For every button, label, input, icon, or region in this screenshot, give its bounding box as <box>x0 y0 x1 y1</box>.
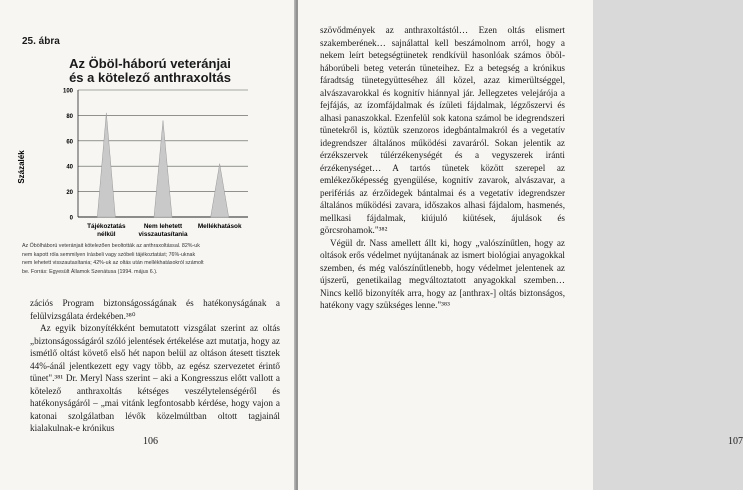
page-number: 107 <box>728 436 743 447</box>
x-category-label: Nem lehetett <box>143 223 183 230</box>
x-category-label: Tájékoztatás <box>87 223 126 230</box>
paragraph: Az egyik bizonyítékként bemutatott vizsgálat szerint az oltás „biztonságosságáról szóló jelentések értékelése azt mutatja, hogy az ismétlő oltást követő első hét napon belül az oltáson átesett tisztek 44%-ánál jelentkezett egy vagy több, az egész szervezetet érintő tünet".³⁸¹ Dr. Meryl Nass szerint – aki a Kongresszus előtt vallott a kötelező anthraxoltás kétséges veszélytelenségéről és hatékonyságáról – „mai vitánk legfontosabb kérdése, hogy vajon a katonai szolgálatban lévők közelmúltban oltott tagjainál kialakulnak-e krónikus <box>30 323 281 433</box>
caption-line: Az Öbölháború veteránjait kötelezően beoltották az anthraxoltással. 82%-uk <box>22 243 200 249</box>
left-page <box>0 0 296 490</box>
caption-line: nem kapott róla semmilyen írásbeli vagy szóbeli tájékoztatást; 76%-uknak <box>22 251 196 258</box>
figure-label: 25. ábra <box>22 36 60 47</box>
y-tick-label: 40 <box>66 164 73 171</box>
caption-line: nem lehetett visszautasítania; 42%-uk az oltás után mellékhatásokról számolt <box>22 260 204 267</box>
page-number: 106 <box>143 436 158 447</box>
y-tick-label: 100 <box>62 88 73 95</box>
x-category-label: visszautasítania <box>138 231 188 238</box>
bar <box>211 164 229 217</box>
bar <box>97 113 115 217</box>
right-page <box>298 0 743 490</box>
y-axis-label: Százalék <box>17 150 26 184</box>
bar <box>154 120 172 217</box>
y-tick-label: 80 <box>66 113 73 120</box>
chart-title-line-1: Az Öböl-háború veteránjai <box>69 56 231 71</box>
y-tick-labels <box>63 89 74 222</box>
chart-bars <box>97 113 228 217</box>
x-category-labels <box>87 223 242 238</box>
x-category-label: nélkül <box>97 231 116 238</box>
bar-chart <box>0 82 296 242</box>
x-category-label: Mellékhatások <box>197 223 242 230</box>
caption-line: be. Forrás: Egyesült Államok Szenátusa (1994. május 6.). <box>22 268 158 275</box>
chart-title-line-2: és a kötelező anthraxoltás <box>69 70 231 85</box>
paragraph: zációs Program biztonságosságának és hatékonyságának a felülvizsgálata érdekében.³⁸⁰ <box>30 298 280 321</box>
y-tick-label: 60 <box>66 139 73 146</box>
y-tick-label: 0 <box>69 215 73 222</box>
paragraph: Végül dr. Nass amellett állt ki, hogy „valószínűtlen, hogy az oltások erős védelmet nyújtanának az ismert biológiai anyagokkal szemben, és még valószínűtlenebb, hogy védelmet jelentenek az újszerű, genetikailag megváltoztatott anyagokkal szemben… Nincs kellő bizonyíték arra, hogy az [anthrax-] oltás biztonságos, hatékony vagy szükséges lenne."³⁸³ <box>320 237 565 310</box>
paragraph: szövődmények az anthraxoltástól… Ezen oltás elismert szakemberének… sajnálattal kell beszámolnom arról, hogy a nekem leírt betegségtünetek rendkívül hasonlóak számos öböl-háborúbeli beteg veterán tüneteihez. Ez a betegség a krónikus fáradtság tünetegyütteséhez áll közel, azaz kimerültséggel, alvászavarokkal és kognitív hiánnyal jár. Jellegzetes velejárója a fejfájás, az ízomfájdalmak és ízületi fájdalmak, légzőszervi és alhasi panaszokkal. Ezenfelül sok katona számol be idegrendszeri tünetekről is, köztük szenzoros idegbántalmakról és a vegetatív idegrendszer általános működési zavaráról. Sokan jelentik az érzékszervek túlérzékenységét és a vegyszerek iránti érzékenységet… A tartós tünetek között szerepel az emlékezőképesség gyengülése, kognitív zavarok, alvászavar, a perifériás az érzőidegek bántalmai és a vegetatív idegrendszer általános működési zavara, időszakos alhasi fájdalom, hasmenés, mellkasi fájdalmak, kiújuló kiütések, ájulások és görcsrohamok."³⁸² <box>320 25 565 235</box>
right-body-text <box>320 24 565 312</box>
left-body-text <box>30 297 280 435</box>
y-tick-label: 20 <box>66 190 73 197</box>
figure-caption <box>22 242 280 276</box>
